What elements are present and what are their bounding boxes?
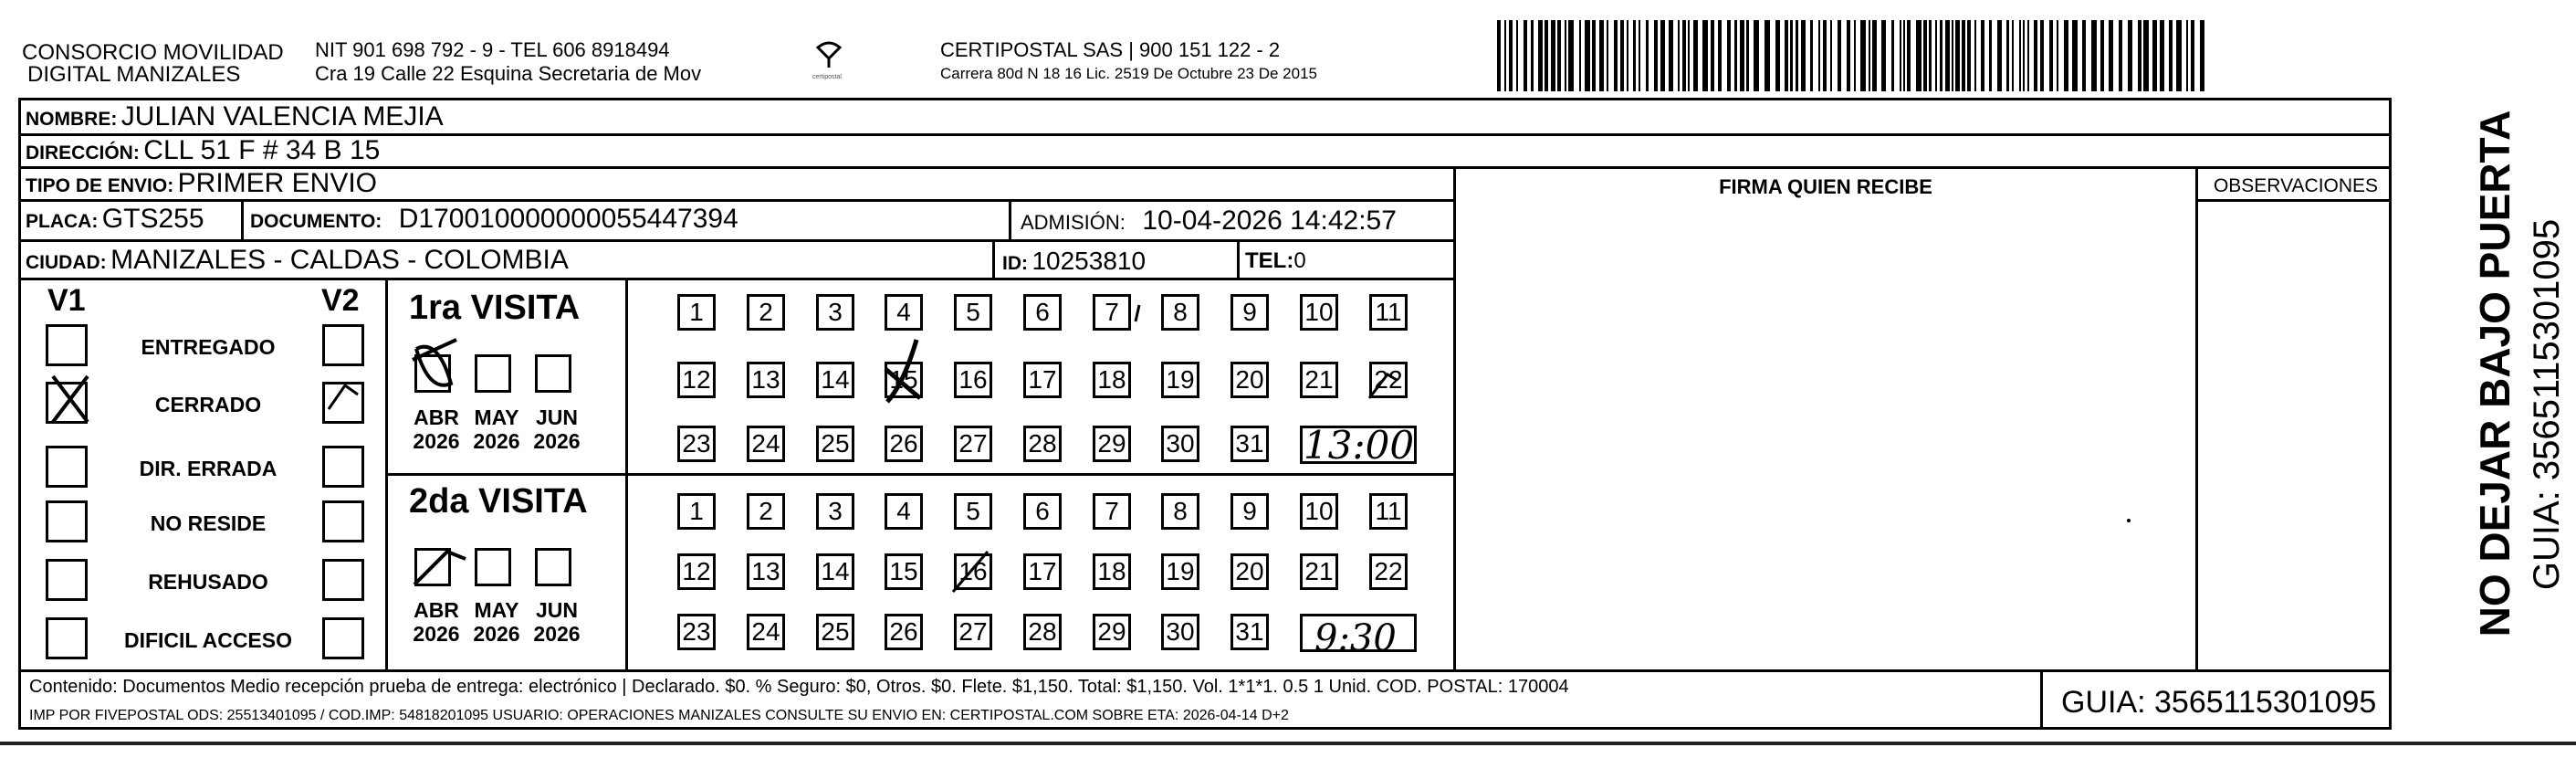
first-visit-day[interactable]: 5 [954,294,992,331]
side-no-dejar: NO DEJAR BAJO PUERTA [2471,110,2518,637]
first-visit-day[interactable]: 27 [954,426,992,462]
sender-address: Cra 19 Calle 22 Esquina Secretaria de Mov [315,62,702,85]
guia-box [2040,669,2392,730]
nit-line: NIT 901 698 792 - 9 - TEL 606 8918494 [315,38,670,61]
second-visit-day[interactable]: 18 [1093,553,1131,590]
page-edge [0,742,2576,745]
contenido-line: Contenido: Documentos Medio recepción prueba de entrega: electrónico | Declarado. $0. % Seguro: $0, Otros. $0. Flete. $1,150. Total: $1,150. Vol. 1*1*1. 0.5 1 Unid. COD. POSTAL: 170004 [29,677,1569,697]
month-name: ABR [414,405,459,429]
second-visit-day[interactable]: 12 [677,553,716,590]
company-line-1: CONSORCIO MOVILIDAD [22,40,284,65]
second-visit-day[interactable]: 30 [1161,614,1199,650]
firma-label: FIRMA QUIEN RECIBE [1719,175,1932,198]
v2-header: V2 [321,283,360,318]
second-visit-day[interactable]: 31 [1230,614,1269,650]
placa-label: PLACA: [26,211,99,232]
month-year: 2026 [533,429,581,454]
ciudad-label: CIUDAD: [26,252,107,273]
second-visit-day[interactable]: 24 [747,614,785,650]
first-visit-day[interactable]: 2 [747,294,785,331]
second-visit-day[interactable]: 7 [1093,493,1131,530]
placa-value: GTS255 [101,204,204,234]
carrier-line-1: CERTIPOSTAL SAS | 900 151 122 - 2 [940,38,1281,61]
first-visit-day[interactable]: 17 [1023,362,1062,398]
month-name: JUN [535,598,578,622]
first-visit-day[interactable]: 20 [1230,362,1269,398]
first-visit-day[interactable]: 10 [1300,294,1338,331]
first-visit-day[interactable]: 18 [1093,362,1131,398]
second-visit-day[interactable]: 1 [677,493,716,530]
second-time-handwritten: 9:30 [1314,617,1397,659]
status-option-label: ENTREGADO [141,335,276,359]
svg-text:certipostal: certipostal [812,74,842,80]
month-year: 2026 [413,429,460,454]
first-visit-day[interactable]: 8 [1161,294,1199,331]
first-visit-day[interactable]: 28 [1023,426,1062,462]
first-visit-day[interactable]: 1 [677,294,716,331]
month-year: 2026 [533,622,581,647]
imp-line: IMP POR FIVEPOSTAL ODS: 25513401095 / COD.IMP: 54818201095 USUARIO: OPERACIONES MANIZALES CONSULTE SU ENVIO EN: CERTIPOSTAL.COM SOBRE ETA: 2026-04-14 D+2 [29,708,1289,723]
carrier-line-2: Carrera 80d N 18 16 Lic. 2519 De Octubre 23 De 2015 [940,65,1317,82]
v1-header: V1 [47,283,86,318]
second-visit-day[interactable]: 27 [954,614,992,650]
first-visit-day[interactable]: 7 [1093,294,1131,331]
second-visit-day[interactable]: 19 [1161,553,1199,590]
tipo-label: TIPO DE ENVIO: [26,175,174,196]
first-visit-day[interactable]: 21 [1300,362,1338,398]
second-visit-day[interactable]: 26 [885,614,923,650]
month-name: MAY [474,598,519,622]
second-visit-day[interactable]: 6 [1023,493,1062,530]
month-year: 2026 [473,622,520,647]
first-visit-day[interactable]: 23 [677,426,716,462]
first-visit-day[interactable]: 3 [816,294,854,331]
admision-value: 10-04-2026 14:42:57 [1142,205,1397,236]
second-visit-day[interactable]: 20 [1230,553,1269,590]
first-time-handwritten: 13:00 [1304,423,1415,468]
admision-label: ADMISIÓN: [1021,211,1126,234]
second-visit-day[interactable]: 21 [1300,553,1338,590]
first-visit-day[interactable]: 29 [1093,426,1131,462]
second-visit-day[interactable]: 25 [816,614,854,650]
month-year: 2026 [473,429,520,454]
status-option-label: CERRADO [154,393,262,416]
nombre-label: NOMBRE: [26,109,118,130]
second-visit-day[interactable]: 10 [1300,493,1338,530]
second-visit-day[interactable]: 29 [1093,614,1131,650]
first-visit-day[interactable]: 19 [1161,362,1199,398]
second-visit-day[interactable]: 4 [885,493,923,530]
second-visit-day[interactable]: 2 [747,493,785,530]
second-visit-day[interactable]: 15 [885,553,923,590]
first-visit-day[interactable]: 15 [885,362,923,398]
first-visit-day[interactable]: 30 [1161,426,1199,462]
first-visit-day[interactable]: 14 [816,362,854,398]
second-visit-day[interactable]: 28 [1023,614,1062,650]
second-visit-day[interactable]: 5 [954,493,992,530]
second-visit-day[interactable]: 13 [747,553,785,590]
first-visit-day[interactable]: 16 [954,362,992,398]
id-label: ID: [1002,253,1028,274]
second-visit-day[interactable]: 9 [1230,493,1269,530]
second-visit-title: 2da VISITA [409,482,588,521]
ciudad-value: MANIZALES - CALDAS - COLOMBIA [110,245,569,275]
month-name: MAY [474,405,519,429]
company-line-2: DIGITAL MANIZALES [27,62,241,87]
first-visit-day[interactable]: 25 [816,426,854,462]
second-visit-day[interactable]: 23 [677,614,716,650]
tel-value: 0 [1293,248,1306,273]
nombre-value: JULIAN VALENCIA MEJIA [120,101,444,132]
month-name: ABR [414,598,459,622]
first-visit-day[interactable]: 24 [747,426,785,462]
documento-value: D170010000000055447394 [398,204,738,234]
observaciones-label: OBSERVACIONES [2213,175,2379,196]
first-visit-day[interactable]: 11 [1369,294,1408,331]
direccion-label: DIRECCIÓN: [26,142,140,163]
second-visit-day[interactable]: 17 [1023,553,1062,590]
first-visit-title: 1ra VISITA [409,289,581,327]
second-visit-day[interactable]: 11 [1369,493,1408,530]
second-visit-day[interactable]: 22 [1369,553,1408,590]
status-option-label: REHUSADO [148,570,268,594]
second-visit-day[interactable]: 14 [816,553,854,590]
month-name: JUN [535,405,578,429]
first-visit-day[interactable]: 26 [885,426,923,462]
second-visit-day[interactable]: 16 [954,553,992,590]
status-option-label: NO RESIDE [150,511,267,535]
side-notice [2408,110,2572,643]
second-visit-day[interactable]: 3 [816,493,854,530]
first-visit-day[interactable]: 9 [1230,294,1269,331]
first-visit-day[interactable]: 4 [885,294,923,331]
first-visit-day[interactable]: 31 [1230,426,1269,462]
first-visit-day[interactable]: 12 [677,362,716,398]
documento-label: DOCUMENTO: [250,211,382,232]
first-visit-day[interactable]: 13 [747,362,785,398]
status-option-label: DIFICIL ACCESO [123,628,292,652]
id-value: 10253810 [1031,247,1147,275]
direccion-value: CLL 51 F # 34 B 15 [143,135,381,165]
first-visit-day[interactable]: 22 [1369,362,1408,398]
status-option-label: DIR. ERRADA [139,457,277,480]
guia-box-value: GUIA: 3565115301095 [2061,685,2377,720]
second-visit-day[interactable]: 8 [1161,493,1199,530]
month-year: 2026 [413,622,460,647]
side-guia: GUIA: 3565115301095 [2527,218,2567,591]
first-visit-day[interactable]: 6 [1023,294,1062,331]
tipo-value: PRIMER ENVIO [177,168,378,198]
tel-label: TEL: [1245,248,1294,273]
